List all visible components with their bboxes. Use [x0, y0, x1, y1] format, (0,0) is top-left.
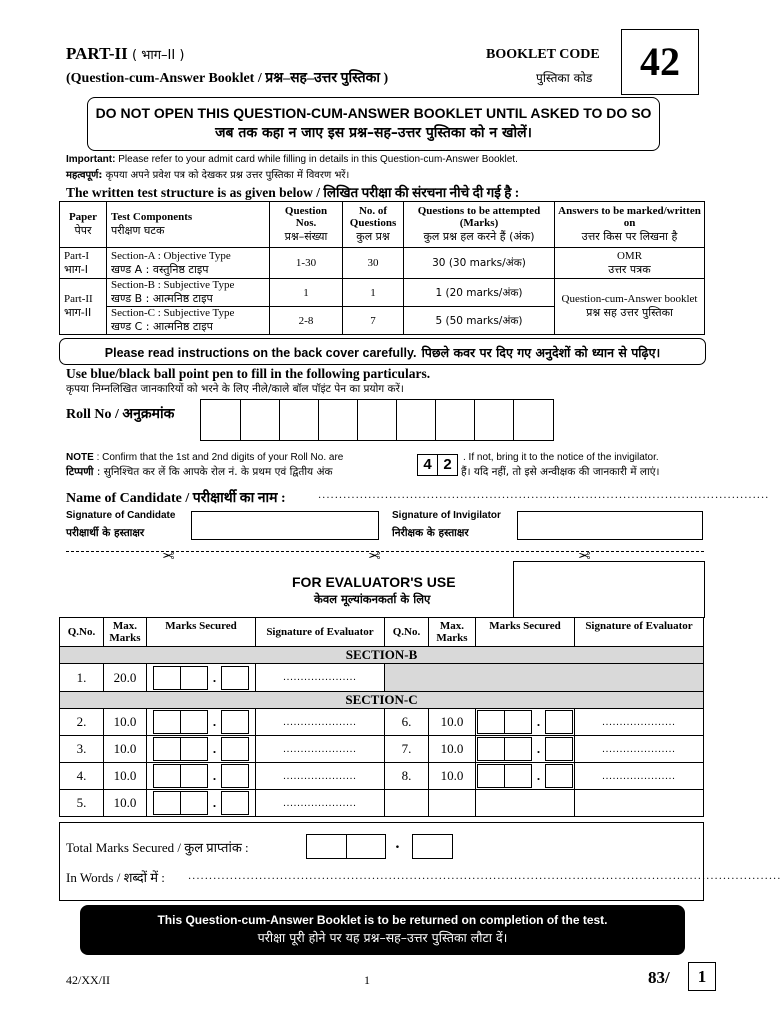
evaluator-signature[interactable]: ..................... — [256, 709, 385, 736]
eval-row — [60, 664, 704, 692]
booklet-subtitle: (Question-cum-Answer Booklet / प्रश्न–सह–उत्तर पुस्तिका ) — [66, 71, 389, 86]
candidate-name-field[interactable]: ............................................................................................................ — [318, 490, 770, 501]
omr-cell: OMR उत्तर पत्रक — [555, 248, 705, 279]
th-qnos: Question Nos. प्रश्न–संख्या — [270, 202, 343, 248]
marks-secured-input[interactable]: . — [147, 763, 256, 790]
qnos-cell: 1-30 — [270, 248, 343, 279]
empty-cell — [476, 790, 575, 817]
booklet-code-hindi: पुस्तिका कोड — [536, 71, 593, 85]
th-noq: No. of Questions कुल प्रश्न — [343, 202, 404, 248]
component-cell: Section-A : Objective Type खण्ड A : वस्तुनिष्ठ टाइप — [107, 248, 270, 279]
eval-max: 10.0 — [104, 763, 147, 790]
sig-candidate-hi: परीक्षार्थी के हस्ताक्षर — [66, 527, 145, 539]
structure-header-row — [60, 202, 705, 248]
qab-cell: Question-cum-Answer booklet प्रश्न सह उत्तर पुस्तिका — [555, 279, 705, 335]
total-box — [59, 822, 781, 901]
sig-invigilator-hi: निरीक्षक के हस्ताक्षर — [392, 527, 469, 539]
eval-qno: 7. — [385, 736, 429, 763]
noq-cell: 30 — [343, 248, 404, 279]
eval-row — [60, 790, 704, 817]
evaluator-signature[interactable]: ..................... — [256, 664, 385, 692]
important-hi: महत्वपूर्ण: कृपया अपने प्रवेश पत्र को देखकर प्रश्न उत्तर पुस्तिका में विवरण भरें। — [66, 170, 350, 181]
roll-digits-box — [417, 454, 458, 476]
section-c-heading: SECTION-C — [60, 692, 704, 709]
th-answers: Answers to be marked/written on उत्तर किस पर लिखना है — [555, 202, 705, 248]
booklet-code-label: BOOKLET CODE — [486, 47, 600, 62]
eval-max: 20.0 — [104, 664, 147, 692]
qnos-cell: 2-8 — [270, 307, 343, 335]
eval-max: 10.0 — [104, 790, 147, 817]
warning-en: DO NOT OPEN THIS QUESTION-CUM-ANSWER BOOKLET UNTIL ASKED TO DO SO — [95, 105, 652, 121]
attempt-cell: 5 (50 marks/अंक) — [404, 307, 555, 335]
warning-box — [87, 97, 660, 151]
eval-row — [60, 709, 704, 736]
eval-max: 10.0 — [429, 736, 476, 763]
marks-secured-input[interactable]: . — [476, 709, 575, 736]
part2-cell: Part-II भाग-II — [60, 279, 107, 335]
roll-digit-box[interactable] — [436, 400, 475, 440]
th-components: Test Components परीक्षण घटक — [107, 202, 270, 248]
roll-digit-box[interactable] — [201, 400, 241, 440]
sig-candidate-box[interactable] — [191, 511, 379, 540]
noq-cell: 1 — [343, 279, 404, 307]
roll-digit-box[interactable] — [280, 400, 319, 440]
part1-cell: Part-I भाग-I — [60, 248, 107, 279]
evaluator-signature[interactable]: ..................... — [575, 736, 704, 763]
marks-secured-input[interactable]: . — [476, 763, 575, 790]
eval-qno: 1. — [60, 664, 104, 692]
roll-digit-box[interactable] — [397, 400, 436, 440]
candidate-name-label: Name of Candidate / परीक्षार्थी का नाम : — [66, 491, 286, 506]
section-c-row — [60, 692, 704, 709]
marks-secured-input[interactable]: . — [147, 664, 256, 692]
evaluator-signature[interactable]: ..................... — [256, 736, 385, 763]
attempt-cell: 1 (20 marks/अंक) — [404, 279, 555, 307]
eval-qno: 3. — [60, 736, 104, 763]
section-b-heading: SECTION-B — [60, 647, 704, 664]
evaluator-title-hi: केवल मूल्यांकनकर्ता के लिए — [314, 592, 431, 606]
eval-max: 10.0 — [429, 709, 476, 736]
structure-heading: The written test structure is as given below / लिखित परीक्षा की संरचना नीचे दी गई है : — [66, 185, 520, 200]
marks-secured-input[interactable]: . — [476, 736, 575, 763]
section-b-row — [60, 647, 704, 664]
total-label: Total Marks Secured / कुल प्राप्तांक : — [66, 840, 249, 855]
footer-ref-box: 1 — [688, 962, 716, 991]
component-cell: Section-B : Subjective Type खण्ड B : आत्मनिष्ठ टाइप — [107, 279, 270, 307]
roll-number-boxes[interactable] — [200, 399, 554, 441]
words-label: In Words / शब्दों में : — [66, 870, 165, 885]
words-field[interactable]: .............................................................................................................................................. — [188, 871, 781, 882]
eval-qno: 8. — [385, 763, 429, 790]
shaded-cell — [385, 664, 704, 692]
scissors-icon: ✂ — [368, 546, 381, 564]
evaluator-signature[interactable]: ..................... — [575, 709, 704, 736]
th-paper: Paper पेपर — [60, 202, 107, 248]
eval-max: 10.0 — [104, 709, 147, 736]
roll-digit-box[interactable] — [319, 400, 358, 440]
footer-code: 42/XX/II — [66, 973, 110, 987]
roll-digit-box[interactable] — [241, 400, 280, 440]
evaluator-title: FOR EVALUATOR'S USE — [292, 574, 456, 590]
th-attempt: Questions to be attempted (Marks) कुल प्रश्न हल करने हैं (अंक) — [404, 202, 555, 248]
eval-max: 10.0 — [104, 736, 147, 763]
total-marks-decimal[interactable] — [412, 834, 453, 859]
eval-qno: 6. — [385, 709, 429, 736]
evaluation-table — [59, 617, 704, 817]
instruction-en: Please read instructions on the back cover carefully. — [104, 346, 417, 360]
empty-cell — [385, 790, 429, 817]
eval-th-sig: Signature of Evaluator — [575, 618, 704, 647]
digit-2: 2 — [443, 456, 452, 473]
note-en-2: . If not, bring it to the notice of the invigilator. — [463, 452, 659, 463]
digit-1: 4 — [418, 455, 438, 475]
attempt-cell: 30 (30 marks/अंक) — [404, 248, 555, 279]
structure-row — [60, 248, 705, 279]
eval-row — [60, 736, 704, 763]
sig-candidate-en: Signature of Candidate — [66, 510, 176, 521]
roll-digit-box[interactable] — [358, 400, 397, 440]
important-en: Important: Please refer to your admit card while filling in details in this Question-cum-Answer Booklet. — [66, 154, 518, 165]
marks-secured-input[interactable]: . — [147, 736, 256, 763]
scissors-icon: ✂ — [578, 546, 591, 564]
roll-digit-box[interactable] — [475, 400, 514, 440]
evaluator-signature[interactable]: ..................... — [256, 790, 385, 817]
eval-qno: 2. — [60, 709, 104, 736]
return-banner — [80, 905, 685, 955]
note-en: NOTE : Confirm that the 1st and 2nd digits of your Roll No. are — [66, 452, 344, 463]
eval-th-qno: Q.No. — [60, 618, 104, 647]
eval-header-row — [60, 618, 704, 647]
page-number: 1 — [364, 973, 370, 987]
eval-qno: 5. — [60, 790, 104, 817]
part-title: PART-II ( भाग–II ) — [66, 44, 185, 63]
instruction-banner — [59, 338, 706, 365]
note-hi: टिप्पणी : सुनिश्चित कर लें कि आपके रोल नं. के प्रथम एवं द्वितीय अंक — [66, 466, 333, 478]
return-hi: परीक्षा पूरी होने पर यह प्रश्न–सह–उत्तर पुस्तिका लौटा दें। — [257, 930, 508, 945]
noq-cell: 7 — [343, 307, 404, 335]
eval-th-secured: Marks Secured — [476, 618, 575, 647]
evaluator-box[interactable] — [513, 561, 705, 618]
structure-row — [60, 279, 705, 307]
note-hi-2: हैं। यदि नहीं, तो इसे अन्वीक्षक की जानकारी में लाएं। — [461, 466, 660, 478]
booklet-code-box: 42 — [621, 29, 699, 95]
eval-th-max: Max. Marks — [429, 618, 476, 647]
pen-instruction-en: Use blue/black ball point pen to fill in the following particulars. — [66, 366, 431, 381]
scissors-icon: ✂ — [162, 546, 175, 564]
decimal-point: . — [395, 836, 400, 852]
marks-secured-input[interactable]: . — [147, 709, 256, 736]
component-cell: Section-C : Subjective Type खण्ड C : आत्मनिष्ठ टाइप — [107, 307, 270, 335]
empty-cell — [575, 790, 704, 817]
qnos-cell: 1 — [270, 279, 343, 307]
eval-th-qno: Q.No. — [385, 618, 429, 647]
eval-th-secured: Marks Secured — [147, 618, 256, 647]
warning-hi: जब तक कहा न जाए इस प्रश्न–सह–उत्तर पुस्तिका को न खोलें। — [215, 125, 532, 141]
eval-max: 10.0 — [429, 763, 476, 790]
sig-invigilator-en: Signature of Invigilator — [392, 510, 501, 521]
total-marks-boxes[interactable] — [306, 834, 386, 859]
eval-row — [60, 763, 704, 790]
return-en: This Question-cum-Answer Booklet is to be returned on completion of the test. — [157, 913, 608, 927]
sig-invigilator-box[interactable] — [517, 511, 703, 540]
pen-instruction-hi: कृपया निम्नलिखित जानकारियों को भरने के लिए नीले/काले बॉल पॉइंट पेन का प्रयोग करें। — [66, 383, 404, 395]
eval-th-max: Max. Marks — [104, 618, 147, 647]
structure-table — [59, 201, 705, 335]
eval-th-sig: Signature of Evaluator — [256, 618, 385, 647]
instruction-hi: पिछले कवर पर दिए गए अनुदेशों को ध्यान से पढ़िए। — [421, 345, 661, 360]
evaluator-signature[interactable]: ..................... — [256, 763, 385, 790]
empty-cell — [429, 790, 476, 817]
roll-digit-box[interactable] — [514, 400, 553, 440]
footer-ref: 83/ — [648, 968, 670, 987]
marks-secured-input[interactable]: . — [147, 790, 256, 817]
eval-qno: 4. — [60, 763, 104, 790]
roll-label: Roll No / अनुक्रमांक — [66, 407, 175, 422]
evaluator-signature[interactable]: ..................... — [575, 763, 704, 790]
